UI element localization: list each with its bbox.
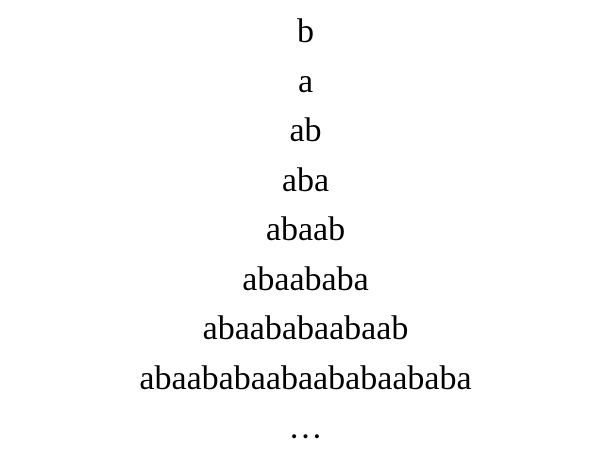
sequence-term: abaababaabaab xyxy=(202,310,409,347)
sequence-term: aba xyxy=(281,161,330,199)
sequence-term: b xyxy=(297,13,314,50)
sequence-ellipsis: … xyxy=(288,409,323,446)
sequence-term: ab xyxy=(289,112,322,149)
word-sequence xyxy=(0,7,611,453)
sequence-term: a xyxy=(297,62,314,100)
sequence-term: abaababa xyxy=(242,260,369,298)
sequence-term: abaababaabaababaababa xyxy=(139,359,472,397)
sequence-term: abaab xyxy=(265,211,346,248)
